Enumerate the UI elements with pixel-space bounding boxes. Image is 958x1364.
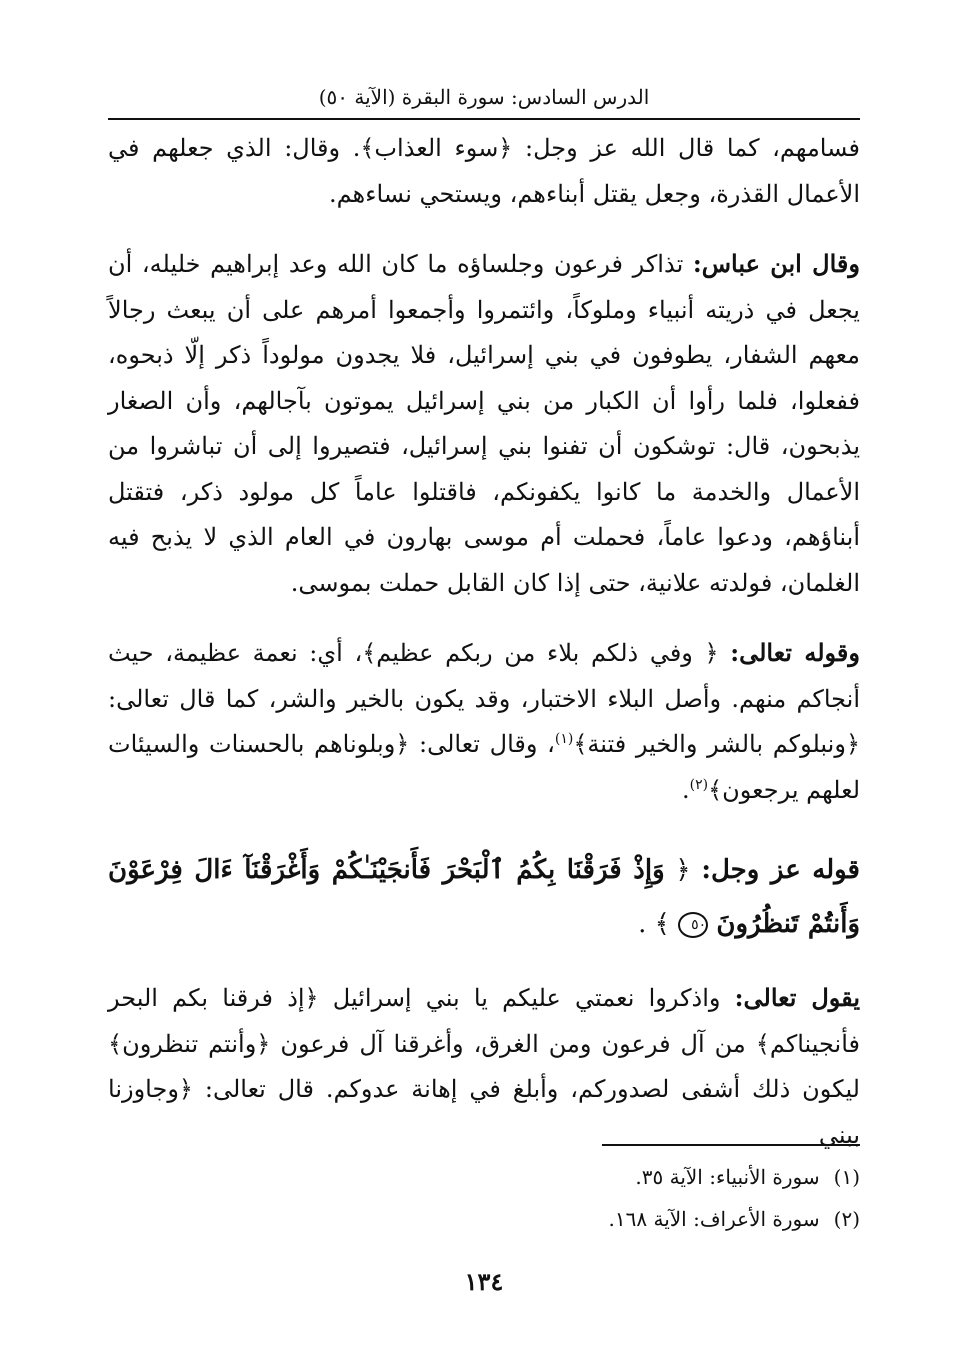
quran-block-lead: قوله عز وجل: bbox=[701, 855, 860, 885]
paragraph-1-text: فسامهم، كما قال الله عز وجل: ﴿سوء العذاب﴾. وقال: الذي جعلهم في الأعمال القذرة، وجعل يقتل أبناءهم، ويستحي نساءهم. bbox=[108, 134, 860, 208]
header-rule bbox=[108, 118, 860, 120]
paragraph-1 bbox=[108, 126, 860, 217]
paragraph-gap bbox=[108, 813, 860, 843]
footnote-ref-1: (١) bbox=[554, 731, 574, 747]
paragraph-4-lead: يقول تعالى: bbox=[734, 983, 860, 1012]
footnote-1-text: سورة الأنبياء: الآية ٣٥. bbox=[635, 1165, 820, 1189]
footnote-rule bbox=[602, 1144, 860, 1146]
page-number: ١٣٤ bbox=[464, 1267, 504, 1296]
paragraph-2 bbox=[108, 241, 860, 606]
paragraph-gap bbox=[108, 217, 860, 241]
paragraph-gap bbox=[108, 951, 860, 975]
quran-block bbox=[108, 843, 860, 951]
paragraph-4-text: واذكروا نعمتي عليكم يا بني إسرائيل ﴿إذ فرقنا بكم البحر فأنجيناكم﴾ من آل فرعون ومن الغرق، وأغرقنا آل فرعون ﴿وأنتم تنظرون﴾ ليكون ذلك أشفى لصدوركم، وأبلغ في إهانة عدوكم. قال تعالى: ﴿وجاوزنا ببني bbox=[108, 984, 860, 1149]
footnote-2-text: سورة الأعراف: الآية ١٦٨. bbox=[608, 1207, 820, 1231]
paragraph-gap bbox=[108, 606, 860, 630]
running-header: الدرس السادس: سورة البقرة (الآية ٥٠) bbox=[318, 85, 650, 109]
quran-open-bracket: ﴿ bbox=[664, 855, 702, 885]
footnote-1 bbox=[108, 1156, 860, 1198]
quran-verse-text: وَإِذْ فَرَقْنَا بِكُمُ ٱلْبَحْرَ فَأَنجَيْنَـٰكُمْ وَأَغْرَقْنَآ ءَالَ فِرْعَوْنَ وَأَنتُمْ تَنظُرُونَ bbox=[108, 855, 860, 939]
quran-close-bracket: ﴾ . bbox=[638, 909, 679, 939]
footnote-2-number: (٢) bbox=[833, 1207, 860, 1231]
paragraph-2-lead: وقال ابن عباس: bbox=[692, 249, 860, 278]
paragraph-3-text-b: ، وقال تعالى: ﴿وبلوناهم بالحسنات والسيئات لعلهم يرجعون﴾ bbox=[108, 730, 860, 804]
verse-number-ornament: ٥٠ bbox=[678, 912, 708, 938]
footnotes bbox=[108, 1156, 860, 1240]
footnote-ref-2: (٢) bbox=[689, 776, 709, 793]
footnote-1-number: (١) bbox=[833, 1165, 860, 1189]
book-page bbox=[108, 78, 860, 1308]
footnote-2 bbox=[108, 1198, 860, 1240]
paragraph-3-text-c: . bbox=[681, 775, 690, 804]
paragraph-2-text: تذاكر فرعون وجلساؤه ما كان الله وعد إبراهيم خليله، أن يجعل في ذريته أنبياء وملوكاً، وائتمروا وأجمعوا أمرهم على أن يبعث رجالاً معهم الشفار، يطوفون في بني إسرائيل، فلا يجدون مولوداً ذكر إلّا ذبحوه، ففعلوا، فلما رأوا أن الكبار من بني إسرائيل يموتون بآجالهم، وأن الصغار يذبحون، قال: توشكون أن تفنوا بني إسرائيل، فتصيروا إلى أن تباشروا من الأعمال والخدمة ما كانوا يكفونكم، فاقتلوا عاماً كل مولود ذكر، فتقتل أبناؤهم، ودعوا عاماً، فحملت أم موسى بهارون في العام الذي لا يذبح فيه الغلمان، فولدته علانية، حتى إذا كان القابل حملت بموسى. bbox=[108, 250, 860, 597]
paragraph-3-lead: وقوله تعالى: bbox=[730, 638, 860, 667]
paragraph-3-text-a: ﴿ وفي ذلكم بلاء من ربكم عظيم﴾، أي: نعمة عظيمة، حيث أنجاكم منهم. وأصل البلاء الاختبار، وقد يكون بالخير والشر، كما قال تعالى: ﴿ونبلوكم بالشر والخير فتنة﴾ bbox=[108, 639, 861, 758]
body-text bbox=[108, 126, 860, 1158]
paragraph-3 bbox=[108, 630, 860, 813]
paragraph-4 bbox=[108, 975, 860, 1158]
